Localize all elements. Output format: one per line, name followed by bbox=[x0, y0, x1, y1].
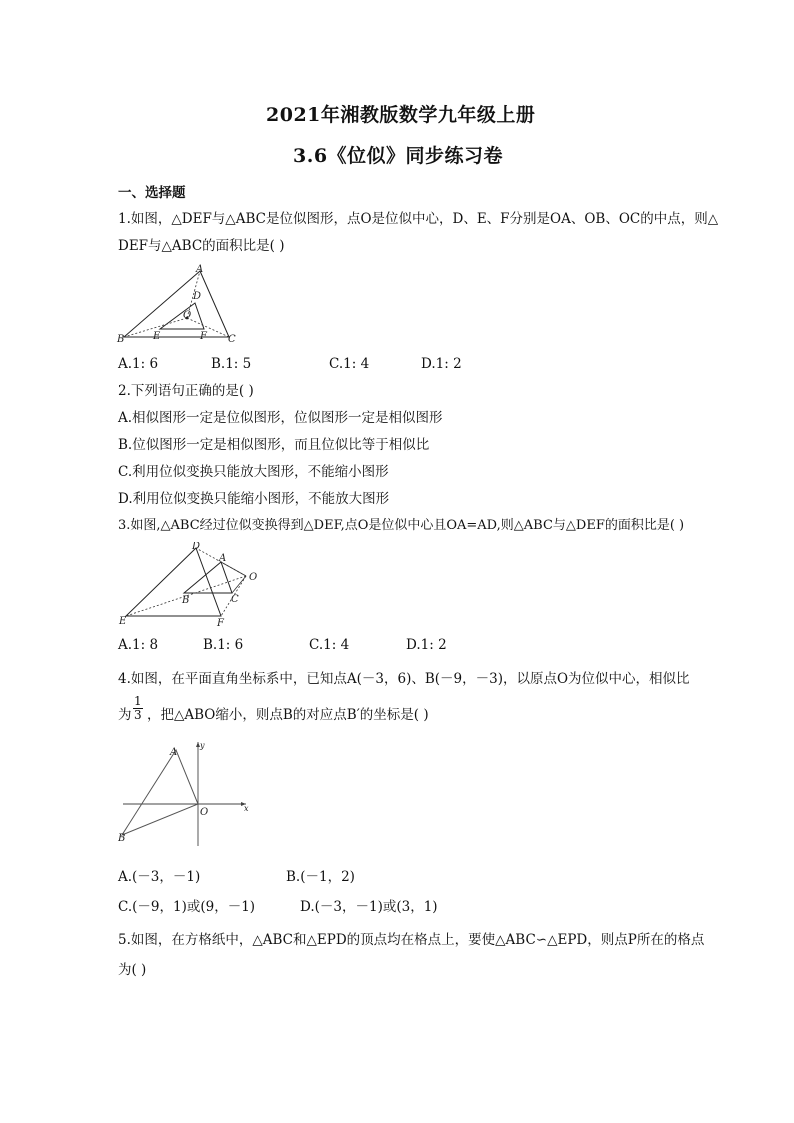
q1-label-e: E bbox=[153, 331, 161, 342]
q2-option-d: D.利用位似变换只能缩小图形，不能放大图形 bbox=[118, 491, 390, 507]
q3-label-a: A bbox=[219, 553, 227, 564]
q2-option-c: C.利用位似变换只能放大图形，不能缩小图形 bbox=[118, 464, 389, 480]
q2-stem: 2.下列语句正确的是( ) bbox=[118, 383, 254, 399]
q4-option-c: C.(－9，1)或(9，－1) bbox=[118, 899, 256, 915]
q4-label-a: A bbox=[170, 747, 178, 758]
q1-label-a: A bbox=[196, 264, 204, 275]
q4-option-b: B.(－1，2) bbox=[286, 869, 355, 885]
q3-label-e: E bbox=[119, 616, 127, 627]
q3-figure bbox=[118, 542, 263, 627]
q5-line1: 5.如图，在方格纸中，△ABC和△EPD的顶点均在格点上，要使△ABC∽△EPD，则点P所在的格点 bbox=[118, 932, 705, 948]
q4-figure bbox=[118, 738, 253, 850]
q5-line2: 为( ) bbox=[118, 962, 147, 978]
q1-figure bbox=[116, 262, 241, 346]
q1-label-f: F bbox=[200, 331, 207, 342]
q3-label-f: F bbox=[217, 618, 224, 627]
q3-option-a: A.1: 8 bbox=[118, 637, 159, 653]
q3-label-b: B bbox=[182, 595, 190, 606]
q1-line2: DEF与△ABC的面积比是( ) bbox=[118, 238, 285, 254]
q4-line2-post: ，把△ABO缩小，则点B的对应点B′的坐标是( ) bbox=[147, 707, 429, 723]
section-heading: 一、选择题 bbox=[118, 185, 186, 201]
q1-option-c: C.1: 4 bbox=[329, 356, 370, 372]
q4-line2-pre: 为 bbox=[118, 707, 132, 723]
q3-label-o: O bbox=[249, 572, 258, 583]
q4-fraction-denominator: 3 bbox=[134, 708, 142, 722]
q2-option-a: A.相似图形一定是位似图形，位似图形一定是相似图形 bbox=[118, 410, 443, 426]
page-title: 2021年湘教版数学九年级上册 bbox=[266, 104, 536, 126]
q4-fraction-numerator: 1 bbox=[134, 694, 142, 708]
q4-option-a: A.(－3，－1) bbox=[118, 869, 201, 885]
q3-option-c: C.1: 4 bbox=[309, 637, 350, 653]
q4-label-x: x bbox=[244, 804, 249, 813]
q1-label-d: D bbox=[193, 291, 202, 302]
q4-fraction bbox=[133, 695, 143, 722]
q4-line1: 4.如图，在平面直角坐标系中，已知点A(－3，6)、B(－9，－3)，以原点O为位似中心，相似比 bbox=[118, 671, 690, 687]
q1-option-b: B.1: 5 bbox=[211, 356, 252, 372]
q4-label-b: B bbox=[118, 833, 126, 844]
q3-option-d: D.1: 2 bbox=[406, 637, 447, 653]
q4-label-y: y bbox=[200, 741, 205, 750]
q4-option-d: D.(－3，－1)或(3，1) bbox=[300, 899, 438, 915]
q1-line1: 1.如图，△DEF与△ABC是位似图形，点O是位似中心，D、E、F分别是OA、OB、OC的中点，则△ bbox=[118, 211, 719, 227]
q3-label-c: C bbox=[231, 594, 239, 605]
q1-label-c: C bbox=[228, 334, 236, 345]
page-subtitle: 3.6《位似》同步练习卷 bbox=[293, 145, 504, 167]
q1-option-a: A.1: 6 bbox=[118, 356, 159, 372]
q1-option-d: D.1: 2 bbox=[421, 356, 462, 372]
q4-label-o: O bbox=[200, 807, 209, 818]
q3-stem: 3.如图,△ABC经过位似变换得到△DEF,点O是位似中心且OA=AD,则△ABC与△DEF的面积比是( ) bbox=[118, 518, 685, 533]
q1-label-b: B bbox=[117, 334, 125, 345]
q3-option-b: B.1: 6 bbox=[203, 637, 244, 653]
q2-option-b: B.位似图形一定是相似图形，而且位似比等于相似比 bbox=[118, 437, 430, 453]
q1-label-o: O bbox=[183, 310, 192, 321]
q3-label-d: D bbox=[192, 542, 201, 552]
